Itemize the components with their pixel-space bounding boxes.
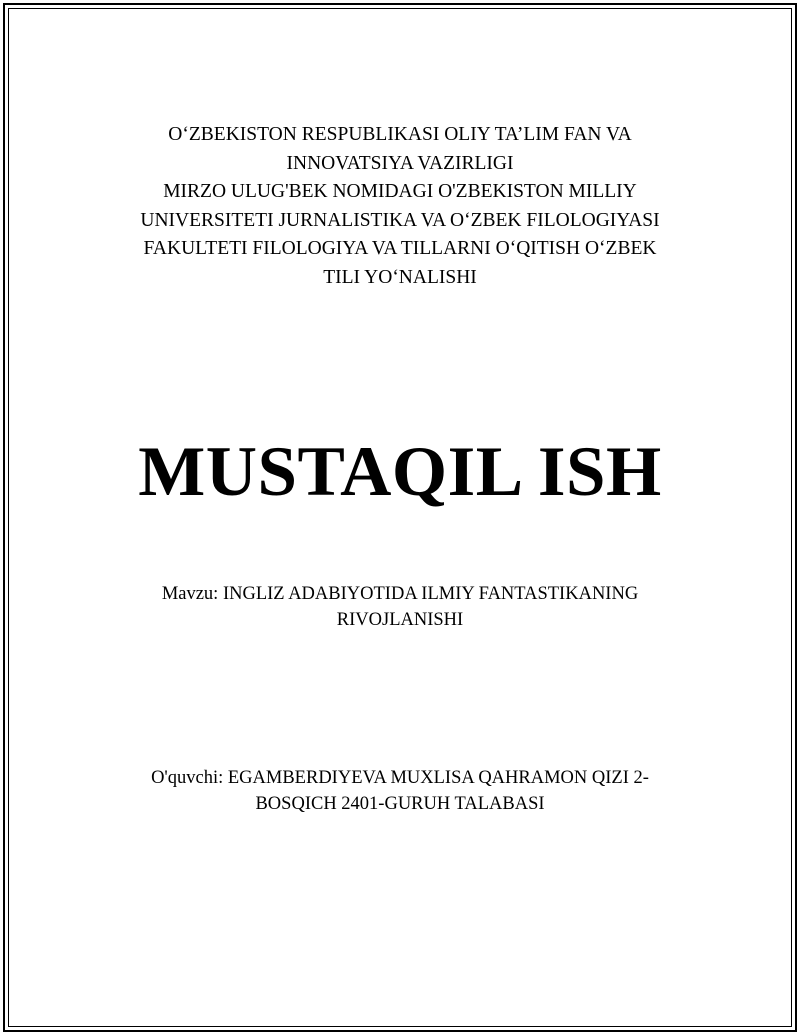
header-line: UNIVERSITETI JURNALISTIKA VA O‘ZBEK FILOLOGIYASI [140, 209, 660, 231]
topic-line: RIVOJLANISHI [336, 610, 464, 630]
header-line: INNOVATSIYA VAZIRLIGI [286, 152, 514, 174]
topic-line: Mavzu: INGLIZ ADABIYOTIDA ILMIY FANTASTIKANING [161, 584, 639, 604]
student-line: O'quvchi: EGAMBERDIYEVA MUXLISA QAHRAMON QIZI 2- [151, 768, 649, 788]
topic-block [0, 581, 800, 633]
header-line: MIRZO ULUG'BEK NOMIDAGI O'ZBEKISTON MILLIY [163, 181, 637, 203]
student-block [0, 765, 800, 817]
student-line: BOSQICH 2401-GURUH TALABASI [255, 794, 545, 814]
header-line: O‘ZBEKISTON RESPUBLIKASI OLIY TA’LIM FAN VA [168, 124, 632, 145]
header-line: FAKULTETI FILOLOGIYA VA TILLARNI O‘QITISH O‘ZBEK [143, 238, 657, 260]
document-title: MUSTAQIL ISH [138, 433, 662, 511]
header-line: TILI YO‘NALISHI [323, 266, 477, 288]
institution-header [0, 121, 800, 293]
